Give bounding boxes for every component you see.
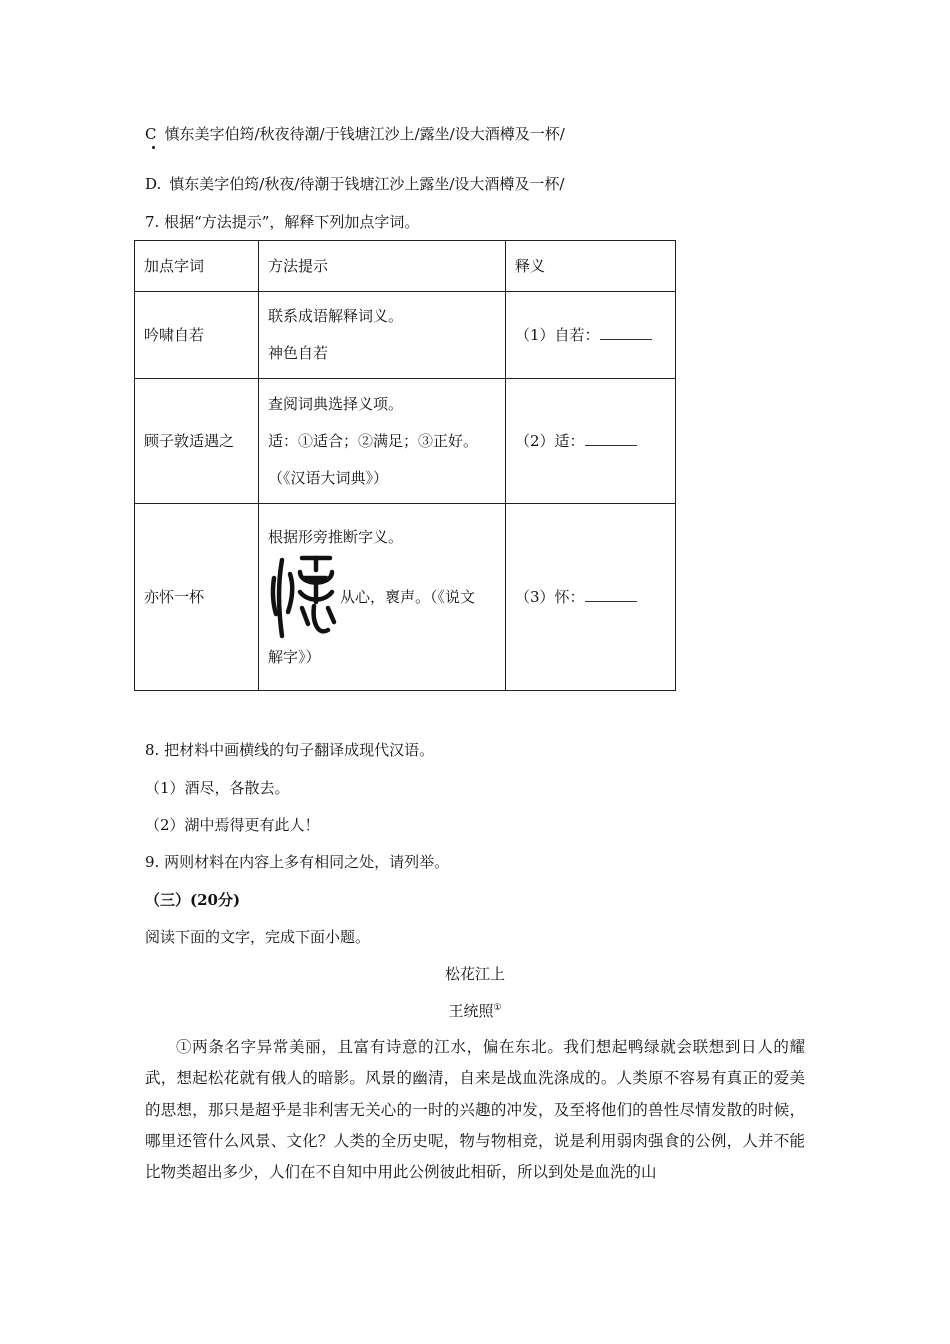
row1-hint-line2: 神色自若 — [268, 344, 329, 362]
row2-hint-line3: （《汉语大词典》） — [268, 468, 389, 487]
row2-hint-line2: 适：①适合；②满足；③正好。 — [268, 431, 479, 450]
row2-answer — [506, 379, 676, 504]
option-d-label: D. — [145, 175, 162, 193]
row1-answer-label: （1）自若： — [515, 325, 600, 344]
table-row — [135, 379, 676, 504]
answer-blank-3[interactable] — [585, 587, 637, 602]
option-c-text: 慎东美字伯筠/秋夜待潮/于钱塘江沙上/露坐/设大酒樽及一杯/ — [164, 125, 565, 143]
passage-author-name: 王统照 — [448, 1002, 494, 1020]
table-row — [135, 504, 676, 691]
row1-hint-line1: 联系成语解释词义。 — [268, 307, 404, 325]
row3-answer-label: （3）怀： — [515, 587, 585, 606]
row3-hint-line1: 根据形旁推断字义。 — [268, 528, 404, 546]
row3-hint-line2: 从心，褱声。（《说文 — [340, 588, 476, 606]
q8-sentence-2: （2）湖中焉得更有此人！ — [145, 816, 320, 834]
row2-hint-line1: 查阅词典选择义项。 — [268, 394, 404, 413]
row3-hint-line2-wrap — [268, 552, 496, 642]
table-row — [135, 292, 676, 379]
option-c — [145, 123, 565, 144]
row3-word: 亦怀一杯 — [135, 504, 259, 691]
answer-blank-2[interactable] — [585, 431, 637, 446]
option-d — [145, 173, 564, 194]
passage-paragraph-1: ①两条名字异常美丽，且富有诗意的江水，偏在东北。我们想起鸭绿就会联想到日人的耀武，想起松花就有俄人的暗影。风景的幽清，自来是战血洗涤成的。人类原不容易有真正的爱美的思想，那只是超乎是非利害无关心的一时的兴趣的冲发，及至将他们的兽性尽情发散的时候，哪里还管什么风景、文化？人类的全历史呢，物与物相竞，说是利用弱肉强食的公例，人并不能比物类超出多少，人们在不自知中用此公例彼此相斫，所以到处是血洗的山 — [145, 1038, 805, 1182]
section3-heading: （三）(20分) — [145, 891, 241, 909]
row2-hint — [259, 379, 506, 504]
q9-prompt: 9. 两则材料在内容上多有相同之处，请列举。 — [145, 853, 450, 871]
q8-prompt: 8. 把材料中画横线的句子翻译成现代汉语。 — [145, 741, 435, 759]
header-hint: 方法提示 — [259, 241, 506, 292]
q7-prompt: 7. 根据“方法提示”，解释下列加点字词。 — [145, 213, 420, 231]
author-footnote-mark: ① — [493, 1003, 502, 1013]
table-header-row — [135, 241, 676, 292]
passage-author — [0, 1000, 950, 1021]
q8-sentence-1: （1）酒尽，各散去。 — [145, 779, 290, 797]
option-d-text: 慎东美字伯筠/秋夜/待潮于钱塘江沙上露坐/设大酒樽及一杯/ — [169, 175, 565, 193]
section3-instruction: 阅读下面的文字，完成下面小题。 — [145, 928, 371, 946]
row3-hint-line3: 解字》） — [268, 648, 321, 666]
vocab-table — [134, 240, 676, 691]
seal-script-huai-icon — [268, 552, 338, 642]
row1-hint — [259, 292, 506, 379]
emphasis-dot — [152, 146, 155, 149]
answer-blank-1[interactable] — [600, 325, 652, 340]
row3-hint — [259, 504, 506, 691]
header-word: 加点字词 — [135, 241, 259, 292]
header-meaning: 释义 — [506, 241, 676, 292]
row2-answer-label: （2）适： — [515, 431, 585, 450]
row1-answer — [506, 292, 676, 379]
option-c-label: C — [145, 125, 157, 143]
passage-title: 松花江上 — [444, 965, 505, 983]
row1-word: 吟啸自若 — [135, 292, 259, 379]
row2-word: 顾子敦适遇之 — [135, 379, 259, 504]
row3-answer — [506, 504, 676, 691]
